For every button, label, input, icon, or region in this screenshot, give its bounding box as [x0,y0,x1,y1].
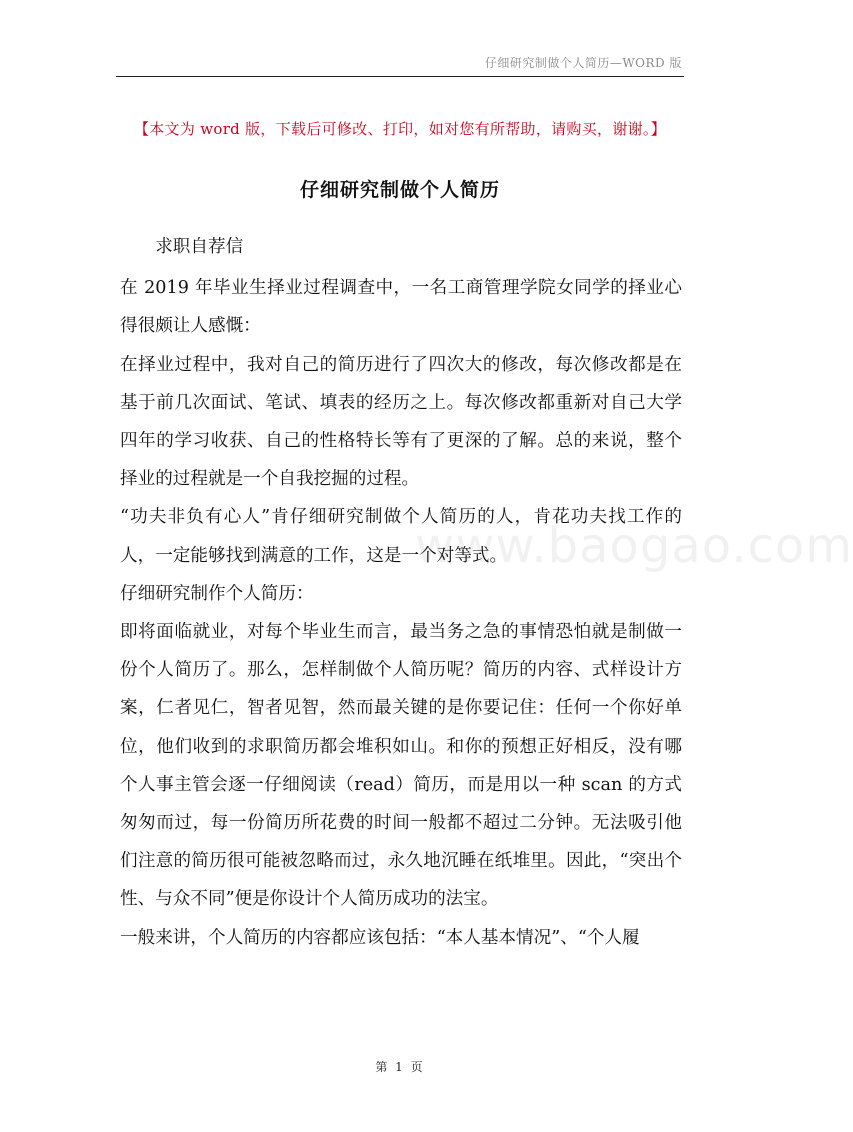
paragraph: “功夫非负有心人”肯仔细研究制做个人简历的人，肯花功夫找工作的人，一定能够找到满意的工作，这是一个对等式。 [120,507,682,566]
header-divider [116,76,684,77]
watermark: www.baogao.com [415,518,853,574]
document-title: 仔细研究制做个人简历 [299,179,500,201]
section-heading: 仔细研究制作个人简历： [120,583,314,604]
salutation: 求职自荐信 [155,237,244,257]
download-notice: 【本文为 word 版，下载后可修改、打印，如对您有所帮助，请购买，谢谢。】 [133,120,667,138]
document-body [120,228,682,957]
running-header: 仔细研究制做个人简历—WORD 版 [484,56,682,70]
paragraph: 即将面临就业，对每个毕业生而言，最当务之急的事情恐怕就是制做一份个人简历了。那么，怎样制做个人简历呢？简历的内容、式样设计方案，仁者见仁，智者见智，然而最关键的是你要记住：任何一个你好单位，他们收到的求职简历都会堆积如山。和你的预想正好相反，没有哪个人事主管会逐一仔细阅读（read）简历，而是用以一种 scan 的方式匆匆而过，每一份简历所花费的时间一般都不超过二分钟。无法吸引他们注意的简历很可能被忽略而过，永久地沉睡在纸堆里。因此，“突出个性、与众不同”便是你设计个人简历成功的法宝。 [120,622,682,910]
paragraph: 在择业过程中，我对自己的简历进行了四次大的修改，每次修改都是在基于前几次面试、笔试、填表的经历之上。每次修改都重新对自己大学四年的学习收获、自己的性格特长等有了更深的了解。总的来说，整个择业的过程就是一个自我挖掘的过程。 [120,354,682,490]
paragraph: 在 2019 年毕业生择业过程调查中，一名工商管理学院女同学的择业心得很颇让人感慨： [120,278,682,337]
paragraph: 一般来讲，个人简历的内容都应该包括：“本人基本情况”、“个人履 [120,927,640,948]
page-number: 第 1 页 [375,1060,425,1074]
